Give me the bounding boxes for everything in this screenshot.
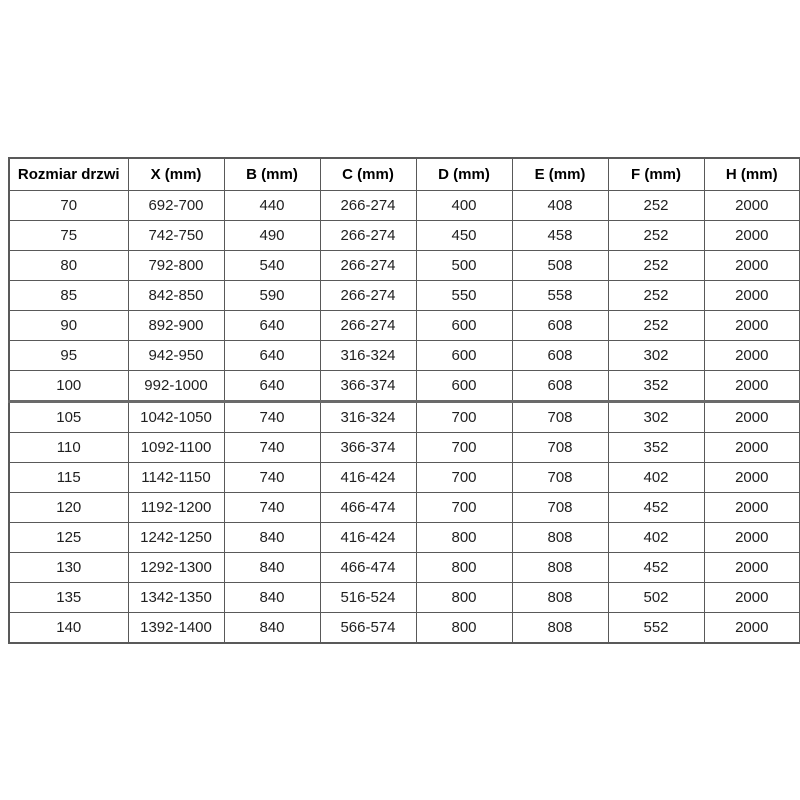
table-cell: 2000 [704,583,800,613]
table-cell: 266-274 [320,191,416,221]
table-cell: 450 [416,221,512,251]
table-cell: 490 [224,221,320,251]
table-cell: 416-424 [320,523,416,553]
table-cell: 808 [512,613,608,644]
table-cell: 402 [608,523,704,553]
table-cell: 1142-1150 [128,463,224,493]
table-cell: 2000 [704,311,800,341]
table-cell: 792-800 [128,251,224,281]
table-cell: 366-374 [320,371,416,402]
table-row [9,553,800,583]
door-size-table-container [8,157,800,644]
table-cell: 552 [608,613,704,644]
table-cell: 2000 [704,221,800,251]
table-cell: 740 [224,402,320,433]
table-cell: 800 [416,583,512,613]
table-row [9,251,800,281]
table-cell: 302 [608,341,704,371]
column-header-c-mm: C (mm) [320,158,416,191]
table-cell: 252 [608,281,704,311]
table-cell: 800 [416,553,512,583]
table-cell: 708 [512,493,608,523]
table-row [9,613,800,644]
table-cell: 95 [9,341,128,371]
column-header-rozmiar-drzwi: Rozmiar drzwi [9,158,128,191]
table-cell: 708 [512,433,608,463]
table-cell: 110 [9,433,128,463]
table-cell: 2000 [704,463,800,493]
table-cell: 700 [416,463,512,493]
table-cell: 608 [512,311,608,341]
table-cell: 992-1000 [128,371,224,402]
table-cell: 135 [9,583,128,613]
table-cell: 252 [608,311,704,341]
table-row [9,371,800,402]
table-cell: 566-574 [320,613,416,644]
table-cell: 840 [224,553,320,583]
table-cell: 2000 [704,553,800,583]
table-cell: 1092-1100 [128,433,224,463]
table-cell: 740 [224,493,320,523]
table-cell: 692-700 [128,191,224,221]
table-cell: 700 [416,493,512,523]
table-row [9,493,800,523]
table-cell: 1242-1250 [128,523,224,553]
table-cell: 2000 [704,191,800,221]
column-header-h-mm: H (mm) [704,158,800,191]
table-cell: 2000 [704,493,800,523]
table-cell: 740 [224,463,320,493]
table-cell: 2000 [704,281,800,311]
table-row [9,221,800,251]
table-cell: 440 [224,191,320,221]
table-cell: 600 [416,341,512,371]
table-cell: 840 [224,583,320,613]
table-cell: 808 [512,553,608,583]
table-cell: 600 [416,371,512,402]
table-cell: 105 [9,402,128,433]
table-row [9,402,800,433]
column-header-f-mm: F (mm) [608,158,704,191]
table-cell: 115 [9,463,128,493]
table-cell: 540 [224,251,320,281]
table-cell: 130 [9,553,128,583]
table-cell: 700 [416,402,512,433]
table-cell: 466-474 [320,493,416,523]
table-cell: 352 [608,371,704,402]
table-cell: 402 [608,463,704,493]
table-cell: 1192-1200 [128,493,224,523]
column-header-e-mm: E (mm) [512,158,608,191]
table-row [9,281,800,311]
table-cell: 252 [608,191,704,221]
table-cell: 252 [608,221,704,251]
table-cell: 1042-1050 [128,402,224,433]
table-cell: 140 [9,613,128,644]
column-header-b-mm: B (mm) [224,158,320,191]
table-cell: 1292-1300 [128,553,224,583]
table-cell: 266-274 [320,221,416,251]
table-body [9,191,800,644]
door-size-table [8,157,800,644]
table-cell: 75 [9,221,128,251]
table-cell: 800 [416,613,512,644]
table-cell: 502 [608,583,704,613]
table-cell: 558 [512,281,608,311]
table-cell: 352 [608,433,704,463]
table-cell: 408 [512,191,608,221]
table-row [9,523,800,553]
table-cell: 740 [224,433,320,463]
table-cell: 302 [608,402,704,433]
table-cell: 90 [9,311,128,341]
table-cell: 808 [512,583,608,613]
table-cell: 316-324 [320,402,416,433]
table-cell: 2000 [704,433,800,463]
table-row [9,463,800,493]
table-cell: 316-324 [320,341,416,371]
table-cell: 608 [512,371,608,402]
table-cell: 840 [224,613,320,644]
table-cell: 840 [224,523,320,553]
table-cell: 125 [9,523,128,553]
table-cell: 2000 [704,251,800,281]
table-cell: 266-274 [320,281,416,311]
table-cell: 640 [224,311,320,341]
table-cell: 416-424 [320,463,416,493]
table-cell: 2000 [704,371,800,402]
table-cell: 400 [416,191,512,221]
header-row [9,158,800,191]
table-cell: 1392-1400 [128,613,224,644]
table-cell: 252 [608,251,704,281]
table-cell: 590 [224,281,320,311]
table-cell: 2000 [704,341,800,371]
table-cell: 366-374 [320,433,416,463]
column-header-d-mm: D (mm) [416,158,512,191]
table-row [9,191,800,221]
table-cell: 892-900 [128,311,224,341]
table-cell: 550 [416,281,512,311]
table-cell: 508 [512,251,608,281]
table-cell: 640 [224,371,320,402]
table-cell: 842-850 [128,281,224,311]
table-row [9,583,800,613]
table-cell: 452 [608,493,704,523]
table-cell: 608 [512,341,608,371]
table-cell: 500 [416,251,512,281]
table-cell: 85 [9,281,128,311]
table-cell: 1342-1350 [128,583,224,613]
table-cell: 70 [9,191,128,221]
table-cell: 266-274 [320,311,416,341]
table-cell: 2000 [704,523,800,553]
table-cell: 458 [512,221,608,251]
table-cell: 2000 [704,402,800,433]
table-cell: 700 [416,433,512,463]
table-cell: 640 [224,341,320,371]
table-cell: 800 [416,523,512,553]
table-cell: 266-274 [320,251,416,281]
table-cell: 2000 [704,613,800,644]
table-cell: 600 [416,311,512,341]
table-cell: 516-524 [320,583,416,613]
table-cell: 80 [9,251,128,281]
table-cell: 942-950 [128,341,224,371]
column-header-x-mm: X (mm) [128,158,224,191]
table-cell: 466-474 [320,553,416,583]
table-cell: 742-750 [128,221,224,251]
table-cell: 708 [512,463,608,493]
table-cell: 452 [608,553,704,583]
table-row [9,311,800,341]
table-cell: 100 [9,371,128,402]
table-cell: 808 [512,523,608,553]
table-cell: 708 [512,402,608,433]
table-row [9,341,800,371]
table-row [9,433,800,463]
table-cell: 120 [9,493,128,523]
